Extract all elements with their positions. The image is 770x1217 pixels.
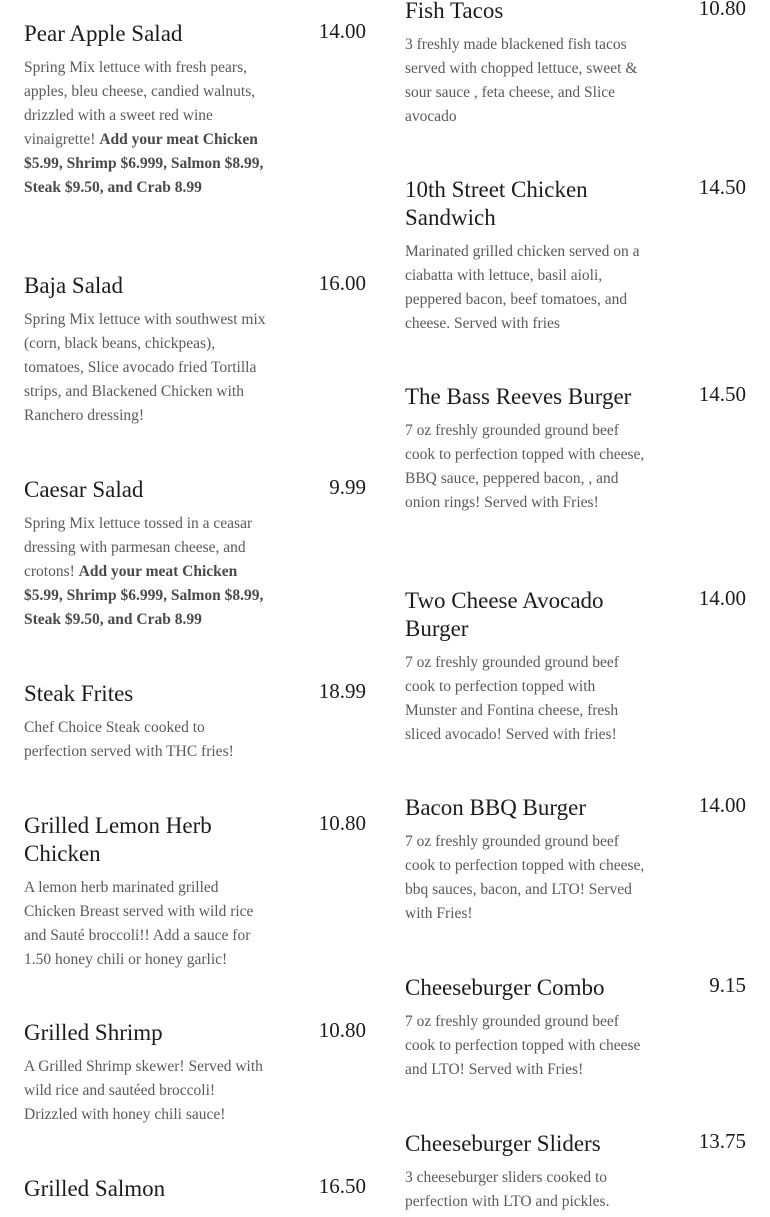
- item-description-addon: Add your meat Chicken $5.99, Shrimp $6.999, Salmon $8.99, Steak $9.50, and Crab 8.99: [24, 131, 264, 196]
- item-name: Steak Frites: [24, 681, 134, 706]
- item-description-addon: Add your meat Chicken $5.99, Shrimp $6.999, Salmon $8.99, Steak $9.50, and Crab 8.99: [24, 563, 264, 628]
- menu-item: [405, 0, 746, 129]
- item-price: 10.80: [318, 1018, 366, 1042]
- item-description: Marinated grilled chicken served on a ciabatta with lettuce, basil aioli, peppered bacon, beef tomatoes, and cheese. Served with fries: [405, 243, 640, 332]
- item-name: Grilled Lemon Herb Chicken: [24, 813, 212, 866]
- item-name: Fish Tacos: [405, 0, 504, 23]
- item-price: 9.15: [709, 973, 746, 997]
- menu-item: [405, 587, 746, 747]
- item-price: 14.50: [698, 382, 746, 406]
- item-description: 7 oz freshly grounded ground beef cook to perfection topped with cheese and LTO! Served with Fries!: [405, 1013, 641, 1078]
- item-description: Spring Mix lettuce with fresh pears, apples, bleu cheese, candied walnuts, drizzled with a sweet red wine vinaigrette! Add your meat Chicken $5.99, Shrimp $6.999, Salmon $8.99, Steak $9.50, and Crab 8.99: [24, 59, 264, 196]
- item-price: 10.80: [318, 811, 366, 835]
- menu-item: [405, 974, 746, 1082]
- item-name: Pear Apple Salad: [24, 21, 183, 46]
- item-price: 18.99: [318, 679, 366, 703]
- menu-item: [405, 794, 746, 926]
- item-description: Spring Mix lettuce tossed in a ceasar dressing with parmesan cheese, and crotons! Add your meat Chicken $5.99, Shrimp $6.999, Salmon $8.99, Steak $9.50, and Crab 8.99: [24, 515, 264, 628]
- item-price: 14.00: [698, 586, 746, 610]
- menu-item: [24, 1019, 366, 1127]
- item-description: A Grilled Shrimp skewer! Served with wild rice and sautéed broccoli! Drizzled with honey chili sauce!: [24, 1058, 263, 1123]
- menu-item: [24, 680, 366, 764]
- menu-item: [24, 1175, 366, 1203]
- item-name: Grilled Shrimp: [24, 1020, 163, 1045]
- menu-item: [405, 383, 746, 515]
- item-price: 10.80: [698, 0, 746, 20]
- item-price: 16.00: [318, 271, 366, 295]
- item-name: The Bass Reeves Burger: [405, 384, 632, 409]
- item-price: 14.50: [698, 175, 746, 199]
- menu-item: [405, 176, 746, 336]
- item-name: Caesar Salad: [24, 477, 144, 502]
- item-description: 3 freshly made blackened fish tacos served with chopped lettuce, sweet & sour sauce , feta cheese, and Slice avocado: [405, 36, 638, 125]
- item-description: 7 oz freshly grounded ground beef cook to perfection topped with Munster and Fontina cheese, fresh sliced avocado! Served with fries!: [405, 654, 619, 743]
- item-description: Spring Mix lettuce with southwest mix (corn, black beans, chickpeas), tomatoes, Slice avocado fried Tortilla strips, and Blackened Chicken with Ranchero dressing!: [24, 311, 266, 424]
- item-price: 13.75: [698, 1129, 746, 1153]
- item-description: Chef Choice Steak cooked to perfection served with THC fries!: [24, 719, 234, 760]
- item-name: Bacon BBQ Burger: [405, 795, 587, 820]
- item-description: 7 oz freshly grounded ground beef cook to perfection topped with cheese, bbq sauces, bacon, and LTO! Served with Fries!: [405, 833, 645, 922]
- menu-item: [405, 1130, 746, 1214]
- item-price: 16.50: [318, 1174, 366, 1198]
- item-description: A lemon herb marinated grilled Chicken Breast served with wild rice and Sauté broccoli!! Add a sauce for 1.50 honey chili or honey garlic!: [24, 879, 254, 968]
- menu-item: [24, 272, 366, 428]
- item-price: 9.99: [329, 475, 366, 499]
- item-name: Baja Salad: [24, 273, 123, 298]
- item-name: Grilled Salmon: [24, 1176, 166, 1201]
- item-name: 10th Street Chicken Sandwich: [405, 177, 588, 230]
- item-name: Cheeseburger Sliders: [405, 1131, 601, 1156]
- item-description: 7 oz freshly grounded ground beef cook to perfection topped with cheese, BBQ sauce, peppered bacon, , and onion rings! Served with Fries!: [405, 422, 645, 511]
- item-name: Two Cheese Avocado Burger: [405, 588, 604, 641]
- item-name: Cheeseburger Combo: [405, 975, 605, 1000]
- item-price: 14.00: [698, 793, 746, 817]
- item-price: 14.00: [318, 19, 366, 43]
- item-description: 3 cheeseburger sliders cooked to perfection with LTO and pickles.: [405, 1169, 610, 1210]
- menu-item: [24, 476, 366, 632]
- menu-item: [24, 20, 366, 200]
- menu-item: [24, 812, 366, 972]
